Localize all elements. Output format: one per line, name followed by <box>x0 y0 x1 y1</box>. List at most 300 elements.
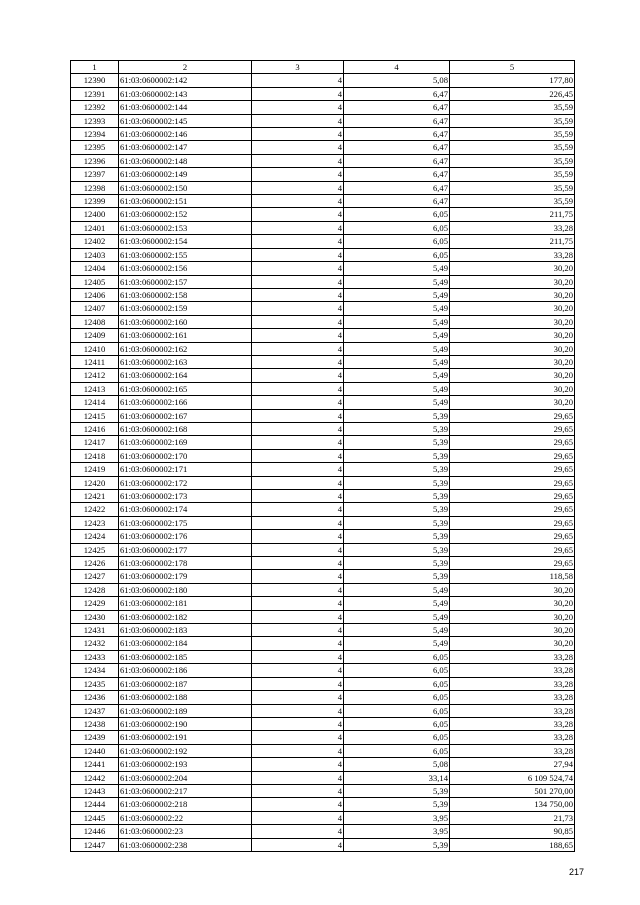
category-cell: 4 <box>252 208 344 221</box>
header-row <box>71 61 575 74</box>
cadastral-number-cell: 61:03:0600002:146 <box>119 128 252 141</box>
table-row <box>71 382 575 395</box>
row-number-cell: 12390 <box>71 74 119 87</box>
cadastral-number-cell: 61:03:0600002:154 <box>119 235 252 248</box>
table-row <box>71 208 575 221</box>
row-number-cell: 12444 <box>71 798 119 811</box>
cadastral-number-cell: 61:03:0600002:143 <box>119 87 252 100</box>
value-cell: 29,65 <box>450 436 575 449</box>
cadastral-number-cell: 61:03:0600002:151 <box>119 195 252 208</box>
table-row <box>71 262 575 275</box>
row-number-cell: 12430 <box>71 610 119 623</box>
category-cell: 4 <box>252 503 344 516</box>
row-number-cell: 12436 <box>71 691 119 704</box>
rate-cell: 5,49 <box>344 637 450 650</box>
cadastral-number-cell: 61:03:0600002:204 <box>119 771 252 784</box>
rate-cell: 5,49 <box>344 369 450 382</box>
row-number-cell: 12395 <box>71 141 119 154</box>
category-cell: 4 <box>252 677 344 690</box>
value-cell: 29,65 <box>450 557 575 570</box>
column-header: 1 <box>71 61 119 74</box>
value-cell: 30,20 <box>450 610 575 623</box>
row-number-cell: 12407 <box>71 302 119 315</box>
rate-cell: 6,05 <box>344 664 450 677</box>
value-cell: 35,59 <box>450 154 575 167</box>
rate-cell: 5,39 <box>344 436 450 449</box>
category-cell: 4 <box>252 128 344 141</box>
row-number-cell: 12429 <box>71 597 119 610</box>
table-row <box>71 342 575 355</box>
value-cell: 29,65 <box>450 516 575 529</box>
cadastral-number-cell: 61:03:0600002:188 <box>119 691 252 704</box>
cadastral-number-cell: 61:03:0600002:175 <box>119 516 252 529</box>
cadastral-number-cell: 61:03:0600002:191 <box>119 731 252 744</box>
category-cell: 4 <box>252 275 344 288</box>
row-number-cell: 12421 <box>71 490 119 503</box>
rate-cell: 5,08 <box>344 74 450 87</box>
table-row <box>71 597 575 610</box>
cadastral-number-cell: 61:03:0600002:174 <box>119 503 252 516</box>
category-cell: 4 <box>252 154 344 167</box>
value-cell: 6 109 524,74 <box>450 771 575 784</box>
value-cell: 33,28 <box>450 677 575 690</box>
cadastral-number-cell: 61:03:0600002:163 <box>119 355 252 368</box>
value-cell: 30,20 <box>450 637 575 650</box>
category-cell: 4 <box>252 449 344 462</box>
cadastral-number-cell: 61:03:0600002:23 <box>119 825 252 838</box>
category-cell: 4 <box>252 235 344 248</box>
table-row <box>71 717 575 730</box>
row-number-cell: 12394 <box>71 128 119 141</box>
cadastral-number-cell: 61:03:0600002:185 <box>119 650 252 663</box>
table-row <box>71 516 575 529</box>
category-cell: 4 <box>252 355 344 368</box>
data-table <box>70 60 575 852</box>
value-cell: 226,45 <box>450 87 575 100</box>
row-number-cell: 12410 <box>71 342 119 355</box>
table-row <box>71 114 575 127</box>
rate-cell: 6,05 <box>344 691 450 704</box>
rate-cell: 6,47 <box>344 141 450 154</box>
cadastral-number-cell: 61:03:0600002:190 <box>119 717 252 730</box>
cadastral-number-cell: 61:03:0600002:238 <box>119 838 252 851</box>
rate-cell: 6,47 <box>344 114 450 127</box>
table-row <box>71 570 575 583</box>
category-cell: 4 <box>252 624 344 637</box>
rate-cell: 5,49 <box>344 597 450 610</box>
cadastral-number-cell: 61:03:0600002:187 <box>119 677 252 690</box>
cadastral-number-cell: 61:03:0600002:176 <box>119 530 252 543</box>
rate-cell: 5,39 <box>344 409 450 422</box>
category-cell: 4 <box>252 382 344 395</box>
category-cell: 4 <box>252 784 344 797</box>
rate-cell: 5,49 <box>344 610 450 623</box>
rate-cell: 6,05 <box>344 208 450 221</box>
cadastral-number-cell: 61:03:0600002:147 <box>119 141 252 154</box>
category-cell: 4 <box>252 597 344 610</box>
row-number-cell: 12443 <box>71 784 119 797</box>
category-cell: 4 <box>252 490 344 503</box>
cadastral-number-cell: 61:03:0600002:162 <box>119 342 252 355</box>
value-cell: 33,28 <box>450 248 575 261</box>
category-cell: 4 <box>252 758 344 771</box>
category-cell: 4 <box>252 195 344 208</box>
rate-cell: 5,49 <box>344 355 450 368</box>
category-cell: 4 <box>252 329 344 342</box>
table-row <box>71 396 575 409</box>
table-row <box>71 355 575 368</box>
rate-cell: 5,49 <box>344 315 450 328</box>
row-number-cell: 12445 <box>71 811 119 824</box>
rate-cell: 5,39 <box>344 503 450 516</box>
value-cell: 35,59 <box>450 195 575 208</box>
table-row <box>71 195 575 208</box>
table-row <box>71 87 575 100</box>
table-row <box>71 825 575 838</box>
category-cell: 4 <box>252 691 344 704</box>
rate-cell: 5,08 <box>344 758 450 771</box>
rate-cell: 6,47 <box>344 154 450 167</box>
cadastral-number-cell: 61:03:0600002:148 <box>119 154 252 167</box>
table-row <box>71 141 575 154</box>
rate-cell: 6,47 <box>344 101 450 114</box>
table-row <box>71 744 575 757</box>
row-number-cell: 12393 <box>71 114 119 127</box>
table-row <box>71 275 575 288</box>
cadastral-number-cell: 61:03:0600002:152 <box>119 208 252 221</box>
cadastral-number-cell: 61:03:0600002:180 <box>119 583 252 596</box>
table-row <box>71 154 575 167</box>
value-cell: 211,75 <box>450 235 575 248</box>
value-cell: 30,20 <box>450 583 575 596</box>
value-cell: 90,85 <box>450 825 575 838</box>
value-cell: 30,20 <box>450 329 575 342</box>
category-cell: 4 <box>252 637 344 650</box>
table-row <box>71 221 575 234</box>
table-row <box>71 664 575 677</box>
cadastral-number-cell: 61:03:0600002:157 <box>119 275 252 288</box>
rate-cell: 3,95 <box>344 811 450 824</box>
value-cell: 29,65 <box>450 503 575 516</box>
table-row <box>71 624 575 637</box>
table-row <box>71 235 575 248</box>
value-cell: 29,65 <box>450 422 575 435</box>
table-row <box>71 583 575 596</box>
rate-cell: 5,49 <box>344 329 450 342</box>
cadastral-number-cell: 61:03:0600002:193 <box>119 758 252 771</box>
table-row <box>71 436 575 449</box>
value-cell: 21,73 <box>450 811 575 824</box>
category-cell: 4 <box>252 141 344 154</box>
value-cell: 30,20 <box>450 369 575 382</box>
value-cell: 134 750,00 <box>450 798 575 811</box>
category-cell: 4 <box>252 74 344 87</box>
rate-cell: 5,39 <box>344 543 450 556</box>
table-row <box>71 302 575 315</box>
row-number-cell: 12397 <box>71 168 119 181</box>
table-row <box>71 610 575 623</box>
category-cell: 4 <box>252 396 344 409</box>
category-cell: 4 <box>252 181 344 194</box>
rate-cell: 5,49 <box>344 262 450 275</box>
category-cell: 4 <box>252 798 344 811</box>
value-cell: 35,59 <box>450 141 575 154</box>
cadastral-number-cell: 61:03:0600002:168 <box>119 422 252 435</box>
row-number-cell: 12446 <box>71 825 119 838</box>
category-cell: 4 <box>252 610 344 623</box>
value-cell: 30,20 <box>450 288 575 301</box>
rate-cell: 6,05 <box>344 248 450 261</box>
cadastral-number-cell: 61:03:0600002:173 <box>119 490 252 503</box>
value-cell: 33,28 <box>450 744 575 757</box>
row-number-cell: 12416 <box>71 422 119 435</box>
row-number-cell: 12438 <box>71 717 119 730</box>
cadastral-number-cell: 61:03:0600002:184 <box>119 637 252 650</box>
column-header: 2 <box>119 61 252 74</box>
table-row <box>71 101 575 114</box>
cadastral-number-cell: 61:03:0600002:172 <box>119 476 252 489</box>
value-cell: 33,28 <box>450 650 575 663</box>
cadastral-number-cell: 61:03:0600002:166 <box>119 396 252 409</box>
row-number-cell: 12437 <box>71 704 119 717</box>
cadastral-number-cell: 61:03:0600002:182 <box>119 610 252 623</box>
value-cell: 30,20 <box>450 624 575 637</box>
category-cell: 4 <box>252 114 344 127</box>
rate-cell: 5,39 <box>344 422 450 435</box>
rate-cell: 5,39 <box>344 838 450 851</box>
row-number-cell: 12403 <box>71 248 119 261</box>
category-cell: 4 <box>252 811 344 824</box>
row-number-cell: 12415 <box>71 409 119 422</box>
category-cell: 4 <box>252 422 344 435</box>
rate-cell: 6,05 <box>344 221 450 234</box>
category-cell: 4 <box>252 436 344 449</box>
row-number-cell: 12404 <box>71 262 119 275</box>
rate-cell: 5,49 <box>344 583 450 596</box>
value-cell: 33,28 <box>450 704 575 717</box>
rate-cell: 6,47 <box>344 195 450 208</box>
rate-cell: 6,47 <box>344 87 450 100</box>
row-number-cell: 12447 <box>71 838 119 851</box>
row-number-cell: 12392 <box>71 101 119 114</box>
rate-cell: 6,05 <box>344 731 450 744</box>
cadastral-number-cell: 61:03:0600002:158 <box>119 288 252 301</box>
row-number-cell: 12398 <box>71 181 119 194</box>
cadastral-number-cell: 61:03:0600002:149 <box>119 168 252 181</box>
table-row <box>71 128 575 141</box>
table-row <box>71 530 575 543</box>
value-cell: 211,75 <box>450 208 575 221</box>
row-number-cell: 12440 <box>71 744 119 757</box>
value-cell: 35,59 <box>450 101 575 114</box>
row-number-cell: 12423 <box>71 516 119 529</box>
table-row <box>71 476 575 489</box>
table-row <box>71 650 575 663</box>
row-number-cell: 12408 <box>71 315 119 328</box>
value-cell: 177,80 <box>450 74 575 87</box>
row-number-cell: 12396 <box>71 154 119 167</box>
row-number-cell: 12425 <box>71 543 119 556</box>
column-header: 3 <box>252 61 344 74</box>
table-row <box>71 329 575 342</box>
table-row <box>71 677 575 690</box>
rate-cell: 5,49 <box>344 382 450 395</box>
rate-cell: 5,39 <box>344 463 450 476</box>
table-row <box>71 637 575 650</box>
cadastral-number-cell: 61:03:0600002:183 <box>119 624 252 637</box>
table-row <box>71 409 575 422</box>
value-cell: 30,20 <box>450 275 575 288</box>
value-cell: 118,58 <box>450 570 575 583</box>
row-number-cell: 12420 <box>71 476 119 489</box>
rate-cell: 6,05 <box>344 704 450 717</box>
category-cell: 4 <box>252 543 344 556</box>
column-header: 4 <box>344 61 450 74</box>
value-cell: 29,65 <box>450 463 575 476</box>
table-row <box>71 704 575 717</box>
rate-cell: 6,47 <box>344 168 450 181</box>
cadastral-number-cell: 61:03:0600002:171 <box>119 463 252 476</box>
table-row <box>71 731 575 744</box>
cadastral-number-cell: 61:03:0600002:181 <box>119 597 252 610</box>
row-number-cell: 12399 <box>71 195 119 208</box>
rate-cell: 5,49 <box>344 396 450 409</box>
value-cell: 27,94 <box>450 758 575 771</box>
cadastral-number-cell: 61:03:0600002:170 <box>119 449 252 462</box>
category-cell: 4 <box>252 664 344 677</box>
category-cell: 4 <box>252 262 344 275</box>
table-row <box>71 74 575 87</box>
value-cell: 29,65 <box>450 543 575 556</box>
row-number-cell: 12413 <box>71 382 119 395</box>
value-cell: 33,28 <box>450 691 575 704</box>
table-row <box>71 422 575 435</box>
value-cell: 501 270,00 <box>450 784 575 797</box>
rate-cell: 6,05 <box>344 677 450 690</box>
row-number-cell: 12419 <box>71 463 119 476</box>
row-number-cell: 12432 <box>71 637 119 650</box>
table-row <box>71 369 575 382</box>
row-number-cell: 12414 <box>71 396 119 409</box>
cadastral-number-cell: 61:03:0600002:150 <box>119 181 252 194</box>
column-header: 5 <box>450 61 575 74</box>
table-row <box>71 503 575 516</box>
cadastral-number-cell: 61:03:0600002:144 <box>119 101 252 114</box>
row-number-cell: 12426 <box>71 557 119 570</box>
category-cell: 4 <box>252 717 344 730</box>
value-cell: 29,65 <box>450 476 575 489</box>
row-number-cell: 12411 <box>71 355 119 368</box>
value-cell: 30,20 <box>450 396 575 409</box>
rate-cell: 5,49 <box>344 275 450 288</box>
category-cell: 4 <box>252 302 344 315</box>
row-number-cell: 12439 <box>71 731 119 744</box>
rate-cell: 6,05 <box>344 235 450 248</box>
value-cell: 33,28 <box>450 664 575 677</box>
rate-cell: 5,49 <box>344 624 450 637</box>
value-cell: 30,20 <box>450 355 575 368</box>
cadastral-number-cell: 61:03:0600002:156 <box>119 262 252 275</box>
rate-cell: 6,05 <box>344 650 450 663</box>
value-cell: 30,20 <box>450 302 575 315</box>
category-cell: 4 <box>252 342 344 355</box>
cadastral-number-cell: 61:03:0600002:160 <box>119 315 252 328</box>
cadastral-number-cell: 61:03:0600002:145 <box>119 114 252 127</box>
value-cell: 29,65 <box>450 530 575 543</box>
value-cell: 30,20 <box>450 315 575 328</box>
category-cell: 4 <box>252 570 344 583</box>
rate-cell: 6,05 <box>344 717 450 730</box>
category-cell: 4 <box>252 463 344 476</box>
category-cell: 4 <box>252 557 344 570</box>
row-number-cell: 12427 <box>71 570 119 583</box>
category-cell: 4 <box>252 409 344 422</box>
rate-cell: 5,39 <box>344 784 450 797</box>
row-number-cell: 12424 <box>71 530 119 543</box>
category-cell: 4 <box>252 825 344 838</box>
category-cell: 4 <box>252 476 344 489</box>
cadastral-number-cell: 61:03:0600002:189 <box>119 704 252 717</box>
rate-cell: 5,39 <box>344 798 450 811</box>
table-row <box>71 168 575 181</box>
table-row <box>71 758 575 771</box>
cadastral-number-cell: 61:03:0600002:217 <box>119 784 252 797</box>
row-number-cell: 12428 <box>71 583 119 596</box>
row-number-cell: 12417 <box>71 436 119 449</box>
value-cell: 33,28 <box>450 717 575 730</box>
rate-cell: 6,47 <box>344 128 450 141</box>
row-number-cell: 12433 <box>71 650 119 663</box>
value-cell: 29,65 <box>450 449 575 462</box>
cadastral-number-cell: 61:03:0600002:153 <box>119 221 252 234</box>
cadastral-number-cell: 61:03:0600002:192 <box>119 744 252 757</box>
cadastral-number-cell: 61:03:0600002:165 <box>119 382 252 395</box>
category-cell: 4 <box>252 731 344 744</box>
category-cell: 4 <box>252 516 344 529</box>
cadastral-number-cell: 61:03:0600002:22 <box>119 811 252 824</box>
cadastral-number-cell: 61:03:0600002:155 <box>119 248 252 261</box>
category-cell: 4 <box>252 87 344 100</box>
row-number-cell: 12405 <box>71 275 119 288</box>
row-number-cell: 12422 <box>71 503 119 516</box>
rate-cell: 5,39 <box>344 490 450 503</box>
rate-cell: 5,49 <box>344 342 450 355</box>
rate-cell: 6,47 <box>344 181 450 194</box>
row-number-cell: 12442 <box>71 771 119 784</box>
row-number-cell: 12400 <box>71 208 119 221</box>
row-number-cell: 12412 <box>71 369 119 382</box>
cadastral-number-cell: 61:03:0600002:177 <box>119 543 252 556</box>
rate-cell: 5,39 <box>344 449 450 462</box>
cadastral-number-cell: 61:03:0600002:179 <box>119 570 252 583</box>
row-number-cell: 12441 <box>71 758 119 771</box>
table-row <box>71 315 575 328</box>
table-row <box>71 543 575 556</box>
table-row <box>71 449 575 462</box>
category-cell: 4 <box>252 650 344 663</box>
rate-cell: 3,95 <box>344 825 450 838</box>
cadastral-number-cell: 61:03:0600002:164 <box>119 369 252 382</box>
category-cell: 4 <box>252 101 344 114</box>
rate-cell: 5,39 <box>344 570 450 583</box>
rate-cell: 5,39 <box>344 516 450 529</box>
cadastral-number-cell: 61:03:0600002:178 <box>119 557 252 570</box>
value-cell: 29,65 <box>450 490 575 503</box>
category-cell: 4 <box>252 369 344 382</box>
table-row <box>71 798 575 811</box>
cadastral-number-cell: 61:03:0600002:142 <box>119 74 252 87</box>
row-number-cell: 12406 <box>71 288 119 301</box>
